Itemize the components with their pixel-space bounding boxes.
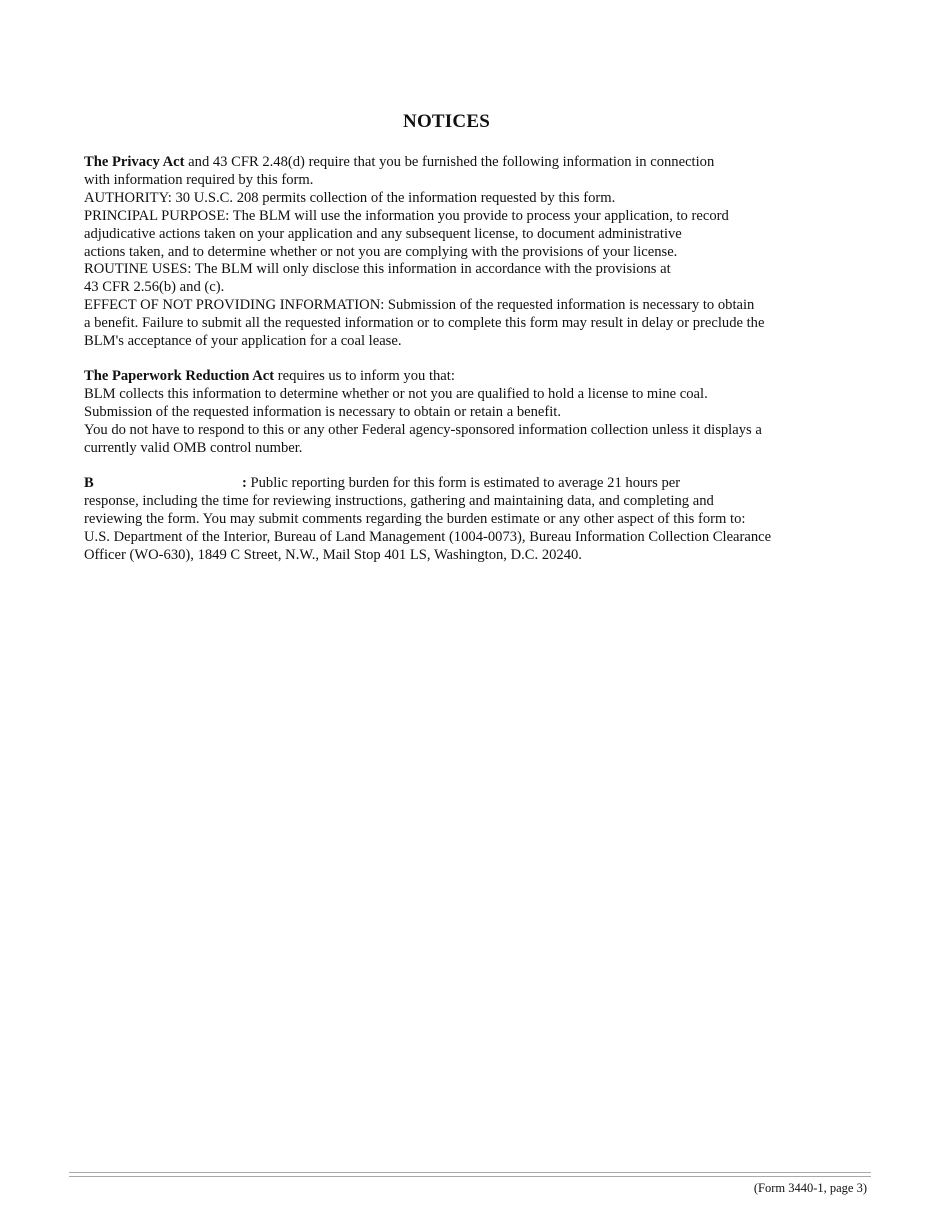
authority-line: AUTHORITY: 30 U.S.C. 208 permits collection of the information requested by this form. <box>84 189 616 206</box>
principal-purpose-line-1: PRINCIPAL PURPOSE: The BLM will use the information you provide to process your application, to record <box>84 207 729 224</box>
paperwork-line-4: You do not have to respond to this or any other Federal agency-sponsored information collection unless it displays a <box>84 421 762 438</box>
burden-line-2: response, including the time for reviewing instructions, gathering and maintaining data, and completing and <box>84 492 714 509</box>
burden-line-4: U.S. Department of the Interior, Bureau of Land Management (1004-0073), Bureau Information Collection Clearance <box>84 528 772 545</box>
principal-purpose-line-3: actions taken, and to determine whether or not you are complying with the provisions of your license. <box>84 243 678 260</box>
effect-line-3: BLM's acceptance of your application for a coal lease. <box>84 333 402 350</box>
paperwork-line-2: BLM collects this information to determine whether or not you are qualified to hold a license to mine coal. <box>84 385 708 402</box>
burden-heading-colon: : <box>242 475 247 491</box>
burden-line-1 <box>84 475 844 493</box>
burden-hours-statement <box>84 475 844 565</box>
privacy-line-2: with information required by this form. <box>84 171 314 188</box>
paperwork-line-5: currently valid OMB control number. <box>84 439 303 456</box>
privacy-act-notice <box>84 154 844 351</box>
page-title: NOTICES <box>403 111 490 132</box>
privacy-act-heading: The Privacy Act <box>84 154 185 170</box>
burden-line-3: reviewing the form. You may submit comments regarding the burden estimate or any other aspect of this form to: <box>84 510 746 527</box>
burden-line-1-text: Public reporting burden for this form is estimated to average 21 hours per <box>246 475 681 491</box>
form-page-reference: (Form 3440-1, page 3) <box>753 1181 867 1195</box>
principal-purpose-line-2: adjudicative actions taken on your application and any subsequent license, to document administrative <box>84 225 682 242</box>
effect-line-2: a benefit. Failure to submit all the requested information or to complete this form may result in delay or preclude the <box>84 315 765 332</box>
routine-uses-line-1: ROUTINE USES: The BLM will only disclose this information in accordance with the provisions at <box>84 261 671 278</box>
effect-line-1: EFFECT OF NOT PROVIDING INFORMATION: Submission of the requested information is necessary to obtain <box>84 297 755 314</box>
paperwork-line-1 <box>84 368 844 386</box>
paperwork-reduction-act-notice <box>84 368 844 458</box>
routine-uses-line-2: 43 CFR 2.56(b) and (c). <box>84 279 225 296</box>
footer-divider <box>69 1172 871 1173</box>
paperwork-line-1-text: requires us to inform you that: <box>274 368 455 384</box>
privacy-line-1-text: and 43 CFR 2.48(d) require that you be furnished the following information in connection <box>184 154 715 170</box>
burden-line-5: Officer (WO-630), 1849 C Street, N.W., Mail Stop 401 LS, Washington, D.C. 20240. <box>84 546 582 563</box>
paperwork-line-3: Submission of the requested information is necessary to obtain or retain a benefit. <box>84 403 562 420</box>
burden-heading: B <box>84 475 94 491</box>
footer-divider-lower <box>69 1176 871 1177</box>
privacy-line-1 <box>84 154 844 172</box>
paperwork-act-heading: The Paperwork Reduction Act <box>84 368 275 384</box>
